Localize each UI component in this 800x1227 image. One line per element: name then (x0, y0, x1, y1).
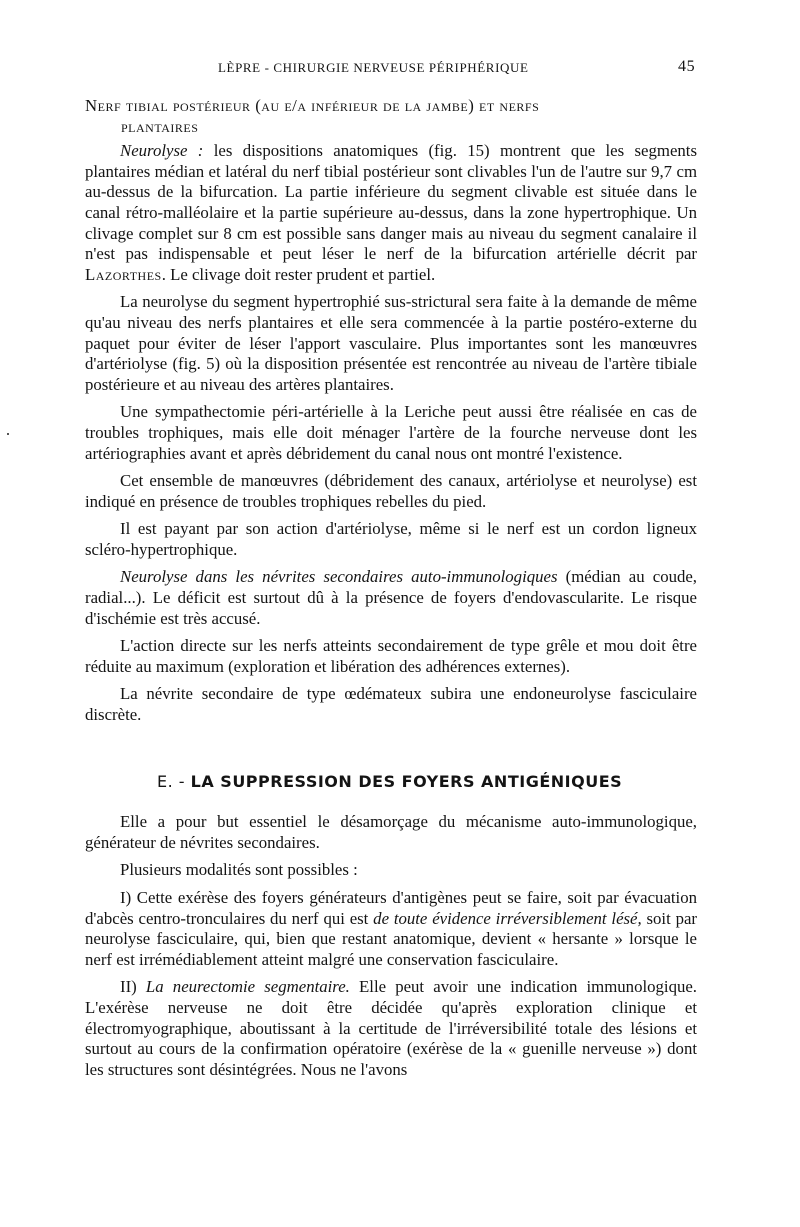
subsection-heading: Nerf tibial postérieur (au e/a inférieur de la jambe) et nerfs plantaires (85, 96, 540, 136)
paragraph-neurolyse-secondaire: Neurolyse dans les névrites secondaires auto-immunologiques (médian au coude, radial...). Le déficit est surtout dû à la présence de foyers d'endovascularite. Le risque d'ischémie est très accusé. (85, 567, 698, 628)
paragraph: Elle a pour but essentiel le désamorçage du mécanisme auto-immunologique, générateur de névrites secondaires. (85, 812, 697, 852)
paragraph-neurolyse: Neurolyse : les dispositions anatomiques (fig. 15) montrent que les segments plantaires médian et latéral du nerf tibial postérieur sont clivables l'un de l'autre sur 9,7 cm au-dessus de la bifurcation. La partie inférieure du segment clivable est située dans le canal rétro-malléolaire et la partie supérieure au-dessus, dans la zone hypertrophique. Un clivage complet sur 8 cm est possible sans danger mais au niveau du segment canalaire il n'est pas indispensable et peut léser le nerf de la bifurcation artérielle décrit par Lazorthes. Le clivage doit rester prudent et partiel. (85, 141, 697, 284)
paragraph: La névrite secondaire de type œdémateux subira une endoneurolyse fasciculaire discrète. (85, 684, 697, 725)
paragraph: Une sympathectomie péri-artérielle à la Leriche peut aussi être réalisée en cas de troubles trophiques, mais elle doit ménager l'artère de la fourche nerveuse dont les artériographies avant et après débridement du canal nous ont montré l'existence. (85, 402, 697, 463)
paragraph: Cet ensemble de manœuvres (débridement des canaux, artériolyse et neurolyse) est indiqué en présence de troubles trophiques rebelles du pied. (85, 471, 697, 511)
margin-mark (7, 433, 9, 435)
section-heading: E. - LA SUPPRESSION DES FOYERS ANTIGÉNIQUES (157, 771, 623, 791)
body-text (85, 96, 697, 1087)
paragraph: Il est payant par son action d'artériolyse, même si le nerf est un cordon ligneux scléro-hypertrophique. (85, 519, 697, 559)
page-number: 45 (678, 58, 696, 75)
paragraph: L'action directe sur les nerfs atteints secondairement de type grêle et mou doit être réduite au maximum (exploration et libération des adhérences externes). (85, 636, 697, 676)
paragraph-item-2: II) La neurectomie segmentaire. Elle peut avoir une indication immunologique. L'exérèse nerveuse ne doit être décidée qu'après exploration clinique et électromyographique, aboutissant à la certitude de l'irréversibilité totale des lésions et surtout au cours de la confirmation opératoire (exérèse de la « guenille nerveuse ») dont les structures sont désintégrées. Nous ne l'avons (85, 977, 697, 1079)
paragraph: Plusieurs modalités sont possibles : (120, 860, 358, 880)
paragraph-item-1: I) Cette exérèse des foyers générateurs d'antigènes peut se faire, soit par évacuation d'abcès centro-tronculaires du nerf qui est de toute évidence irréversiblement lésé, soit par neurolyse fasciculaire, qui, bien que restant anatomique, devient « hersante » lorsque le nerf est irrémédiablement atteint malgré une conservation fasciculaire. (85, 888, 697, 969)
paragraph: La neurolyse du segment hypertrophié sus-strictural sera faite à la demande de même qu'au niveau des nerfs plantaires et elle sera commencée à la partie postéro-externe du paquet pour éviter de léser l'apport vasculaire. Plus importantes sont les manœuvres d'artériolyse (fig. 5) où la disposition présentée est rencontrée au niveau de l'artère tibiale postérieure et au niveau des artères plantaires. (85, 292, 697, 394)
header-title: LÈPRE - CHIRURGIE NERVEUSE PÉRIPHÉRIQUE (218, 60, 529, 75)
